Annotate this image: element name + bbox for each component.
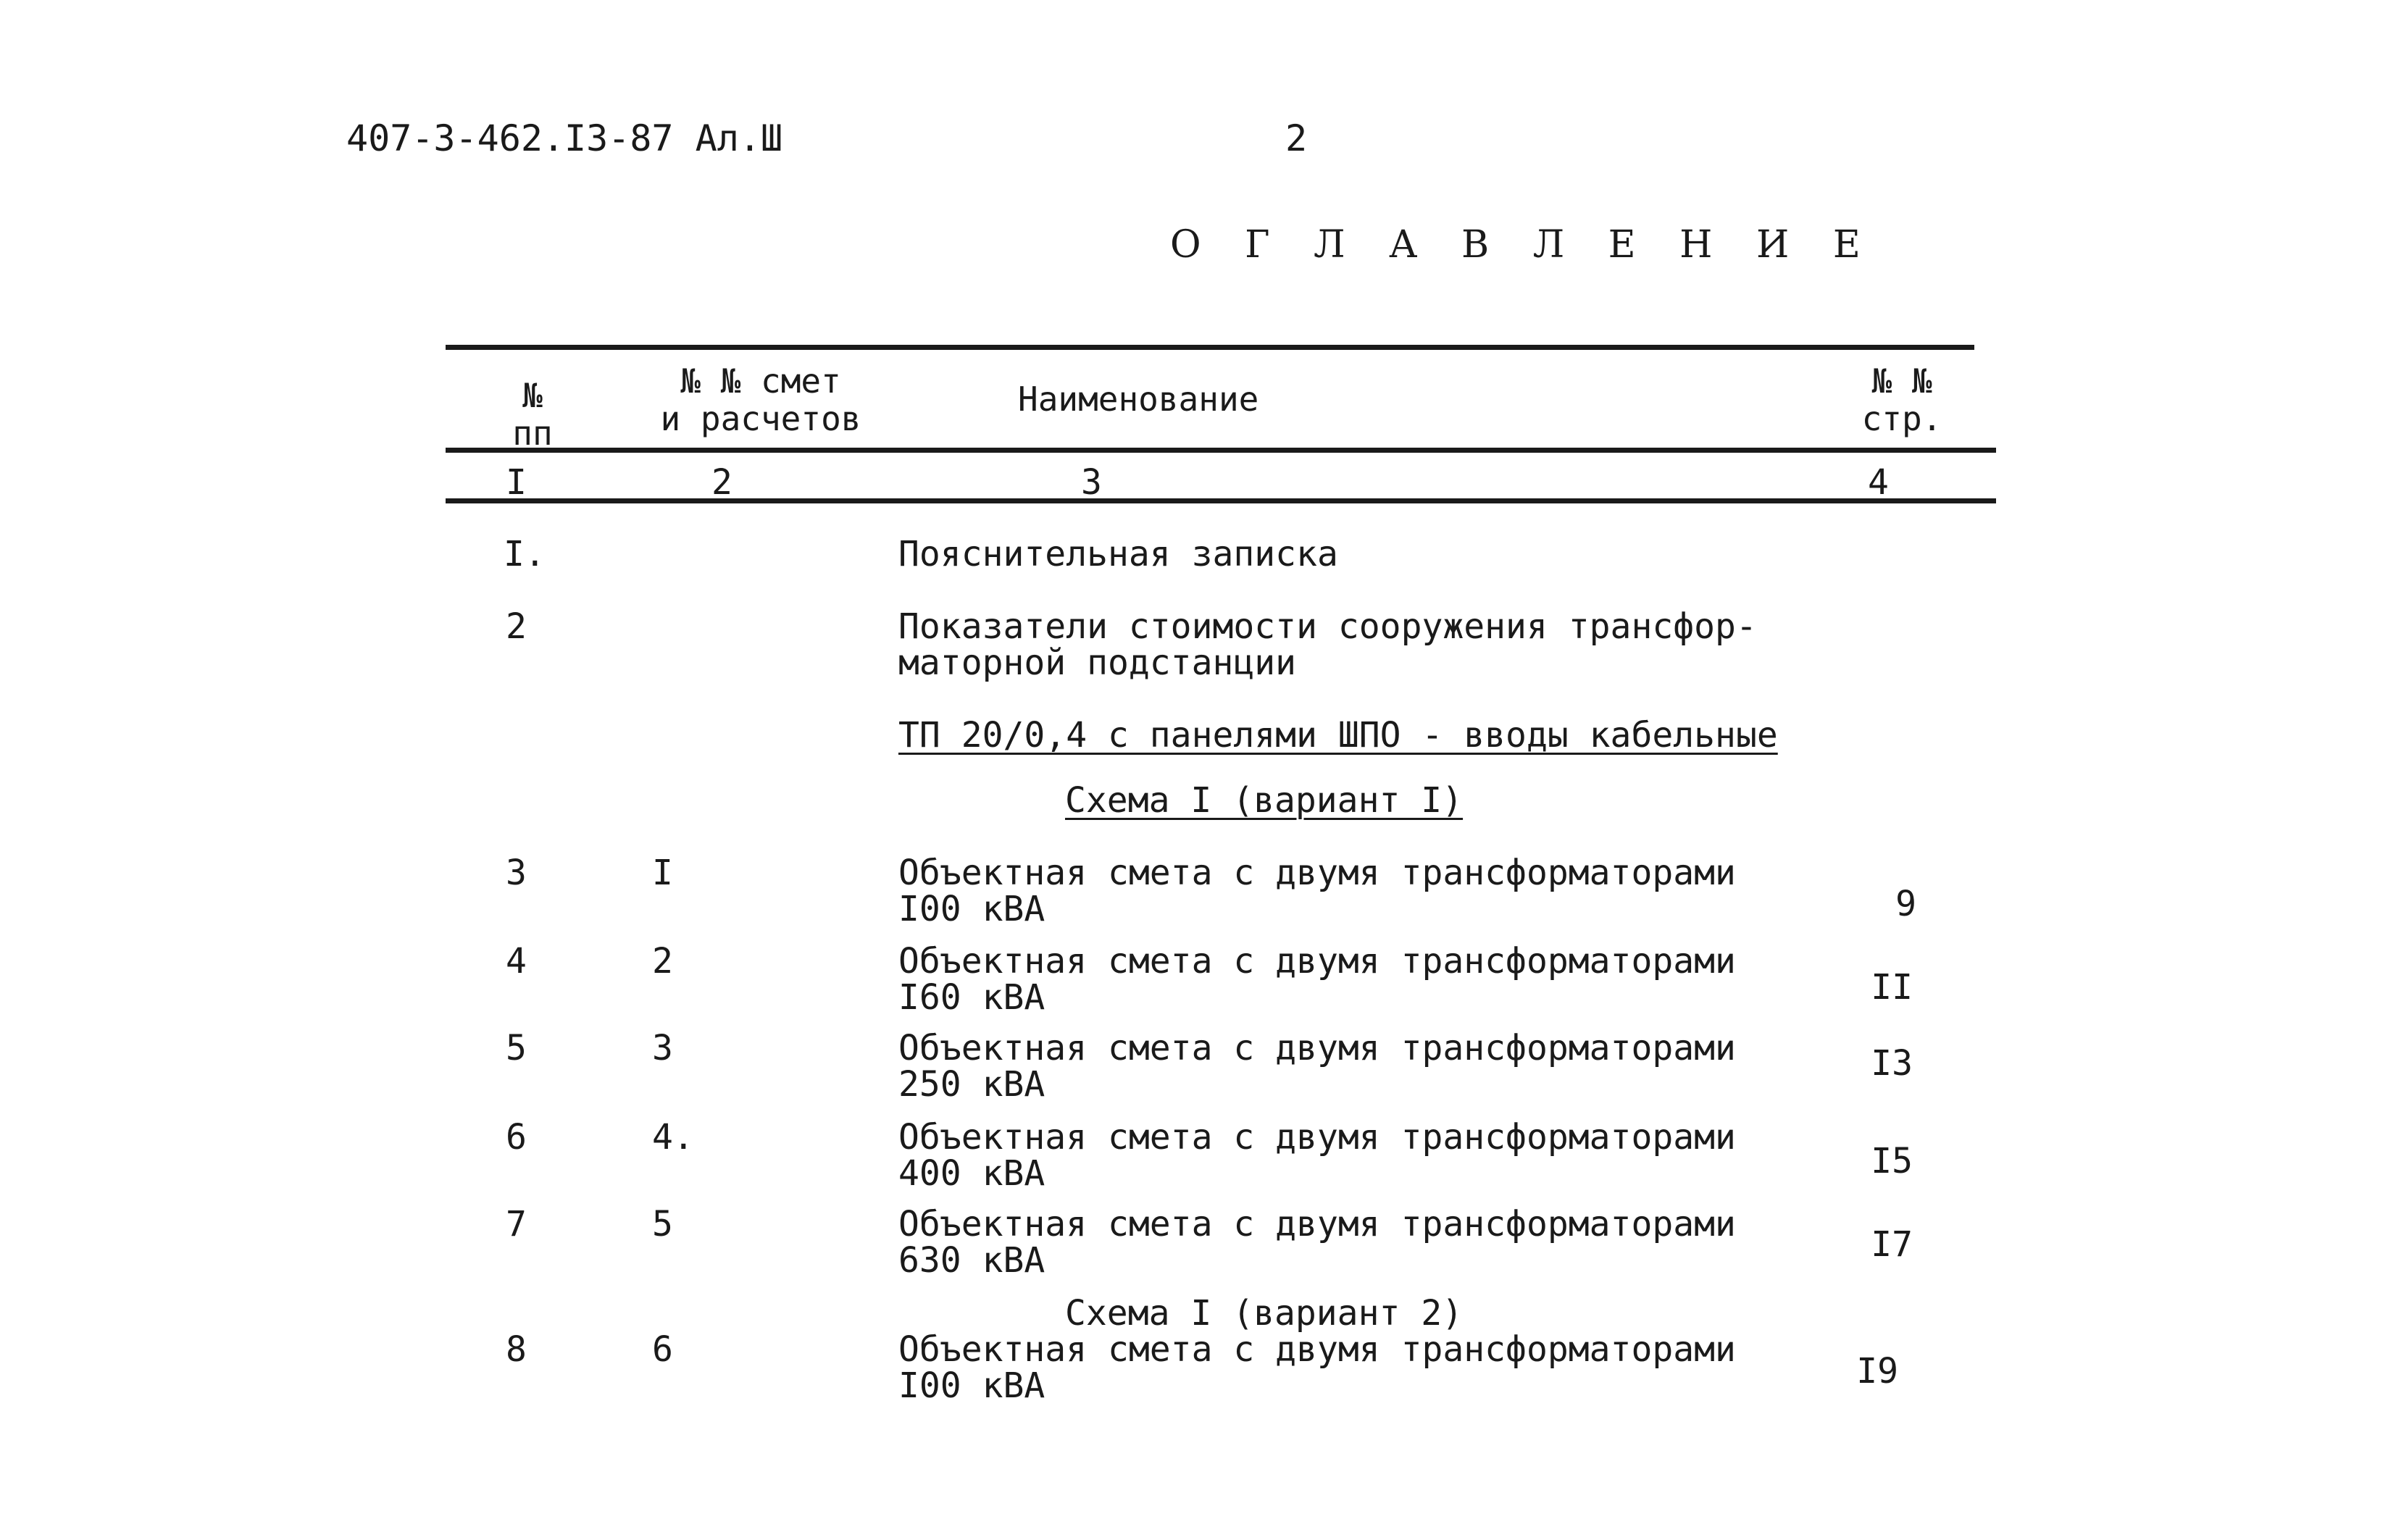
toc-entry-title: Объектная смета с двумя трансформаторами 630 кВА [898,1204,1736,1281]
toc-entry-title: Объектная смета с двумя трансформаторами I00 кВА [898,1329,1736,1406]
document-code: 407-3-462.I3-87 Ал.Ш [346,117,783,159]
page-reference: I7 [1871,1224,1913,1265]
toc-entry-title: Пояснительная записка [898,534,1338,574]
page-reference: I9 [1856,1351,1898,1392]
column-header-name: Наименование [1018,380,1259,419]
row-number: 3 [506,853,527,893]
page-reference: I3 [1871,1043,1913,1084]
row-number: 6 [506,1117,527,1158]
page-reference: II [1871,967,1913,1008]
toc-entry-title: Объектная смета с двумя трансформаторами I00 кВА [898,853,1736,929]
page-reference: I5 [1871,1141,1913,1181]
row-number: 7 [506,1204,527,1244]
row-number: I. [504,534,546,574]
table-column-number-rule [446,498,1996,503]
toc-entry-title: Показатели стоимости сооружения трансфор- маторной подстанции [898,606,1757,683]
toc-entry-title: Объектная смета с двумя трансформаторами 250 кВА [898,1028,1736,1105]
column-number-1: I [506,462,527,503]
page-number: 2 [1285,117,1308,159]
row-number: 4 [506,941,527,982]
section-heading-scheme-variant-1: Схема I (вариант I) [1065,780,1464,821]
column-number-4: 4 [1868,462,1889,503]
table-header-rule [446,448,1996,453]
estimate-number: 4. [652,1117,694,1158]
estimate-number: 3 [652,1028,673,1068]
page-reference: 9 [1895,884,1916,924]
column-header-page-number: № № стр. [1861,361,1942,438]
toc-entry-title: Объектная смета с двумя трансформаторами I60 кВА [898,941,1736,1018]
page-title: О Г Л А В Л Е Н И Е [1170,223,1877,267]
estimate-number: 5 [652,1204,673,1244]
section-heading-scheme-variant-2: Схема I (вариант 2) [1065,1293,1464,1334]
table-top-rule [446,345,1974,350]
column-number-2: 2 [711,462,732,503]
column-header-estimate-number: № № смет и расчетов [660,361,861,438]
estimate-number: 6 [652,1329,673,1370]
row-number: 5 [506,1028,527,1068]
column-number-3: 3 [1081,462,1102,503]
row-number: 8 [506,1329,527,1370]
column-header-row-number: № пп [512,376,553,453]
row-number: 2 [506,606,527,647]
estimate-number: I [652,853,673,893]
toc-entry-title: Объектная смета с двумя трансформаторами 400 кВА [898,1117,1736,1194]
section-heading-tp: ТП 20/0,4 с панелями ШПО - вводы кабельные [898,715,1778,756]
estimate-number: 2 [652,941,673,982]
